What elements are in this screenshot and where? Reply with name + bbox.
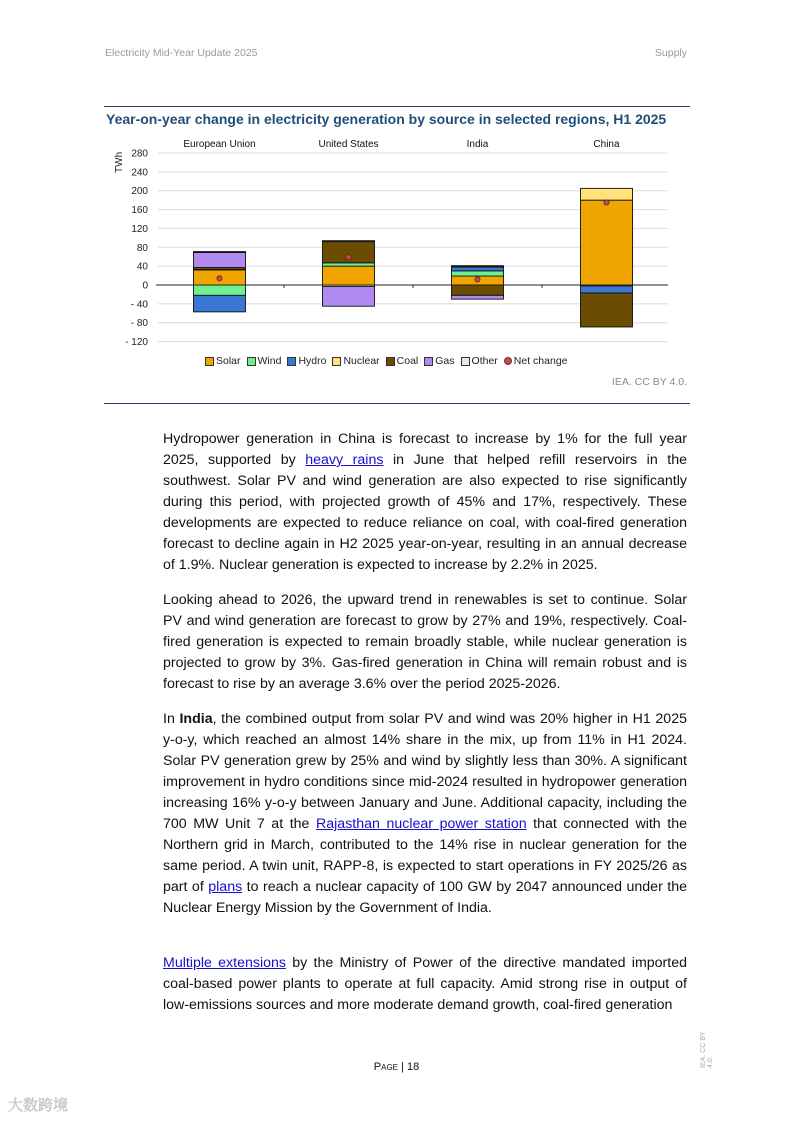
chart-legend <box>205 355 568 367</box>
legend-item-coal <box>386 355 419 367</box>
figure-credit: IEA. CC BY 4.0. <box>611 376 687 388</box>
net-change-point <box>346 255 351 260</box>
text-run: to reach a nuclear capacity of 100 GW by 2047 announced under the Nuclear Energy Mission by the Government of India. <box>163 879 688 916</box>
legend-label: Gas <box>435 355 455 367</box>
legend-label: Other <box>471 355 498 367</box>
legend-swatch <box>461 357 470 366</box>
y-tick-label: 0 <box>142 280 148 292</box>
paragraph-china-2026 <box>163 590 687 695</box>
y-tick-label: 200 <box>131 186 148 198</box>
bold-text: India <box>179 711 213 727</box>
figure-bottom-rule <box>104 403 690 404</box>
y-tick-label: 80 <box>136 242 148 254</box>
text-run: Hydropower generation in China is forecast to increase by 1% for the full year 2025, supported by <box>163 431 687 468</box>
page-label: Page <box>373 1061 398 1073</box>
side-credit: IEA. CC BY 4.0. <box>700 1031 714 1068</box>
inline-link[interactable]: heavy rains <box>305 452 384 468</box>
legend-item-other <box>461 355 498 367</box>
net-change-point <box>604 200 609 205</box>
category-label: European Union <box>183 139 256 150</box>
text-run: Looking ahead to 2026, the upward trend in renewables is set to continue. Solar PV and wind generation are forecast to grow by 27% and 19%, respectively. Coal-fired generation is expected to remain broadly stable, while nuclear generation is projected to grow by 3%. Gas-fired generation in China will remain robust and is forecast to rise by an average 3.6% over the period 2025-2026. <box>163 592 687 692</box>
legend-swatch <box>332 357 341 366</box>
bar-segment-coal <box>581 293 633 327</box>
page-footer <box>0 1061 793 1073</box>
section-name: Supply <box>654 47 687 59</box>
page-number: 18 <box>406 1061 420 1073</box>
legend-dot <box>504 357 512 365</box>
bar-segment-other <box>323 241 375 242</box>
paragraph-coal-directive <box>163 953 687 1016</box>
bar-segment-hydro <box>581 286 633 293</box>
legend-item-solar <box>205 355 241 367</box>
legend-swatch <box>205 357 214 366</box>
report-title: Electricity Mid-Year Update 2025 <box>105 47 258 59</box>
legend-swatch <box>287 357 296 366</box>
y-tick-label: 280 <box>131 148 148 160</box>
legend-label: Solar <box>216 355 241 367</box>
bar-segment-nuclear <box>581 188 633 200</box>
bar-segment-wind <box>452 271 504 276</box>
inline-link[interactable]: Multiple extensions <box>163 955 286 971</box>
y-tick-label: 40 <box>136 261 148 273</box>
stacked-bar-chart <box>100 135 700 375</box>
paragraph-china-hydro <box>163 429 687 576</box>
text-run: by the Ministry of Power of the directive mandated imported coal-based power plants to operate at full capacity. Amid strong rise in output of low-emissions sources and more moderate demand growth, coal-fired generation <box>163 955 687 1013</box>
bar-segment-solar <box>323 266 375 285</box>
y-tick-label: 160 <box>131 205 148 217</box>
legend-item-nuclear <box>332 355 379 367</box>
text-run: , the combined output from solar PV and wind was 20% higher in H1 2025 y-o-y, which reached an almost 14% share in the mix, up from 11% in H1 2024. Solar PV generation grew by 25% and wind by slightly less than 30%. A significant improvement in hydro conditions since mid-2024 resulted in hydropower generation increasing 16% y-o-y between January and June. Additional capacity, including the 700 MW Unit 7 at the <box>163 711 687 832</box>
text-run: in June that helped refill reservoirs in the southwest. Solar PV and wind generation are also expected to rise significantly during this period, with projected growth of 45% and 17%, respectively. These developments are expected to reduce reliance on coal, with coal-fired generation forecast to decline again in H2 2025 year-on-year, resulting in an annual decrease of 1.9%. Nuclear generation is expected to increase by 2.2% in 2025. <box>163 452 687 573</box>
watermark-logo: 大数跨境 <box>8 1097 69 1114</box>
legend-label: Hydro <box>298 355 327 367</box>
legend-item-hydro <box>287 355 326 367</box>
figure-top-rule <box>104 106 690 107</box>
bar-segment-gas <box>194 252 246 267</box>
legend-swatch <box>247 357 256 366</box>
bar-segment-gas <box>452 295 504 299</box>
bar-segment-coal <box>452 285 504 295</box>
bar-segment-hydro <box>194 295 246 312</box>
legend-label: Net change <box>513 355 568 367</box>
legend-item-wind <box>247 355 282 367</box>
legend-swatch <box>424 357 433 366</box>
page-separator: | <box>401 1061 404 1073</box>
inline-link[interactable]: Rajasthan nuclear power station <box>316 816 527 832</box>
text-run: In <box>163 711 180 727</box>
legend-item-gas <box>424 355 454 367</box>
chart-title: Year-on-year change in electricity generation by source in selected regions, H1 2025 <box>106 111 667 127</box>
category-label: India <box>466 139 489 150</box>
legend-label: Nuclear <box>343 355 380 367</box>
y-axis-label: TWh <box>114 151 125 173</box>
bar-segment-hydro <box>452 267 504 271</box>
net-change-point <box>217 276 222 281</box>
y-tick-label: 120 <box>131 223 148 235</box>
y-tick-label: 240 <box>131 167 148 179</box>
net-change-point <box>475 277 480 282</box>
legend-label: Wind <box>257 355 282 367</box>
category-label: United States <box>318 139 379 150</box>
legend-swatch <box>386 357 395 366</box>
category-label: China <box>593 139 620 150</box>
bar-segment-wind <box>323 263 375 266</box>
bar-segment-wind <box>194 285 246 295</box>
y-tick-label: - 120 <box>125 337 148 349</box>
inline-link[interactable]: plans <box>208 879 243 895</box>
paragraph-india <box>163 709 687 919</box>
bar-segment-gas <box>323 286 375 306</box>
legend-item-net-change <box>504 355 568 367</box>
text-run: that connected with the Northern grid in March, contributed to the 14% rise in nuclear generation for the same period. A twin unit, RAPP-8, is expected to start operations in FY 2025/26 as part of <box>163 816 687 895</box>
bar-segment-solar <box>581 200 633 285</box>
y-tick-label: - 40 <box>130 299 148 311</box>
legend-label: Coal <box>396 355 419 367</box>
bar-segment-other <box>194 252 246 253</box>
y-tick-label: - 80 <box>130 318 148 330</box>
